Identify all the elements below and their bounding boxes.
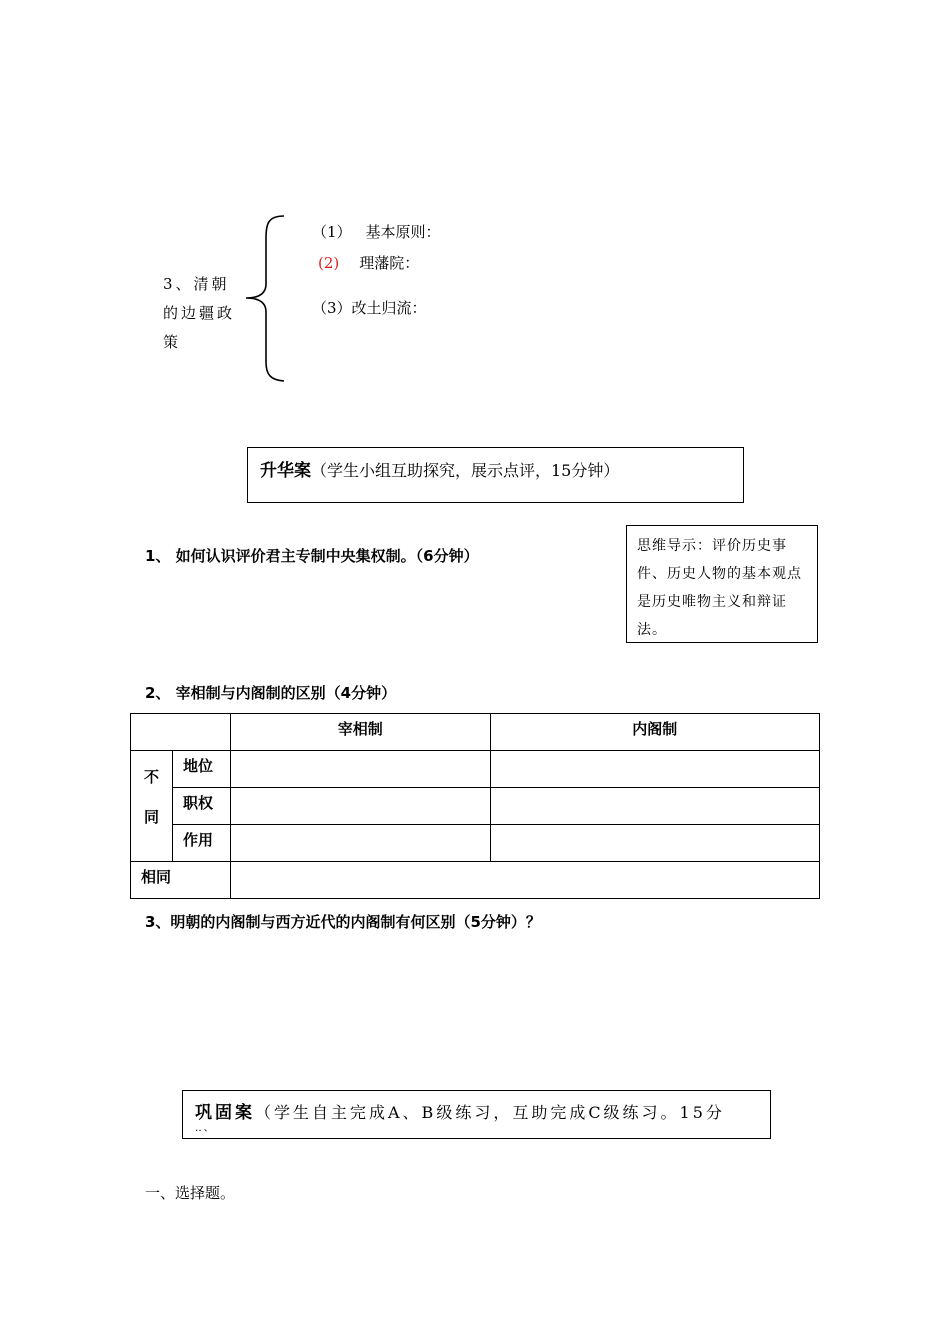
diff-label-char: 不 [143, 768, 159, 786]
table-cell [230, 825, 490, 862]
gonggu-note: （学生自主完成A、B级练习，互助完成C级练习。15分 [255, 1103, 725, 1122]
choice-heading: 一、选择题。 [145, 1184, 236, 1202]
table-row [131, 788, 820, 825]
curly-brace-icon [244, 214, 288, 384]
table-row-label: 作用 [172, 825, 230, 862]
question-3: 3、明朝的内阁制与西方近代的内阁制有何区别（5分钟）？ [145, 913, 541, 931]
table-cell [230, 862, 819, 899]
gonggu-main-line [195, 1098, 758, 1123]
section3-item-2 [318, 252, 419, 273]
table-cell [490, 751, 820, 788]
table-cell [230, 788, 490, 825]
section3-item-3 [312, 297, 427, 318]
section3-item-1 [312, 221, 441, 242]
item-number: （3） [312, 299, 352, 317]
comparison-table [130, 713, 820, 899]
table-diff-label [131, 751, 173, 862]
table-cell [490, 788, 820, 825]
shenghua-head: 升华案 [260, 461, 311, 481]
item-text: 基本原则： [365, 223, 441, 241]
question-1: 1、 如何认识评价君主专制中央集权制。（6分钟） [145, 547, 479, 565]
table-col-header: 内阁制 [490, 714, 820, 751]
thinking-tip-box: 思维导示：评价历史事件、历史人物的基本观点是历史唯物主义和辩证法。 [626, 525, 818, 643]
table-cell [230, 751, 490, 788]
gonggu-box [182, 1090, 771, 1139]
shenghua-note: （学生小组互助探究，展示点评，15分钟） [311, 461, 620, 480]
table-row-label: 地位 [172, 751, 230, 788]
section3-label: 3、清朝的边疆政策 [163, 275, 236, 351]
shenghua-box [247, 447, 744, 503]
item-text: 理藩院： [359, 254, 420, 272]
item-number: （1） [312, 223, 352, 241]
diff-label-char: 同 [143, 808, 159, 826]
table-row-label: 相同 [131, 862, 231, 899]
table-row-label: 职权 [172, 788, 230, 825]
question-2: 2、 宰相制与内阁制的区别（4分钟） [145, 684, 397, 702]
item-text: 改土归流： [351, 299, 427, 317]
table-cell [490, 825, 820, 862]
table-corner-cell [131, 714, 231, 751]
gonggu-head: 巩固案 [195, 1103, 255, 1123]
table-header-row [131, 714, 820, 751]
table-row [131, 862, 820, 899]
gonggu-continuation: ‥、 [195, 1123, 216, 1134]
item-number: (2) [318, 254, 340, 272]
table-row [131, 751, 820, 788]
table-col-header: 宰相制 [230, 714, 490, 751]
table-row [131, 825, 820, 862]
